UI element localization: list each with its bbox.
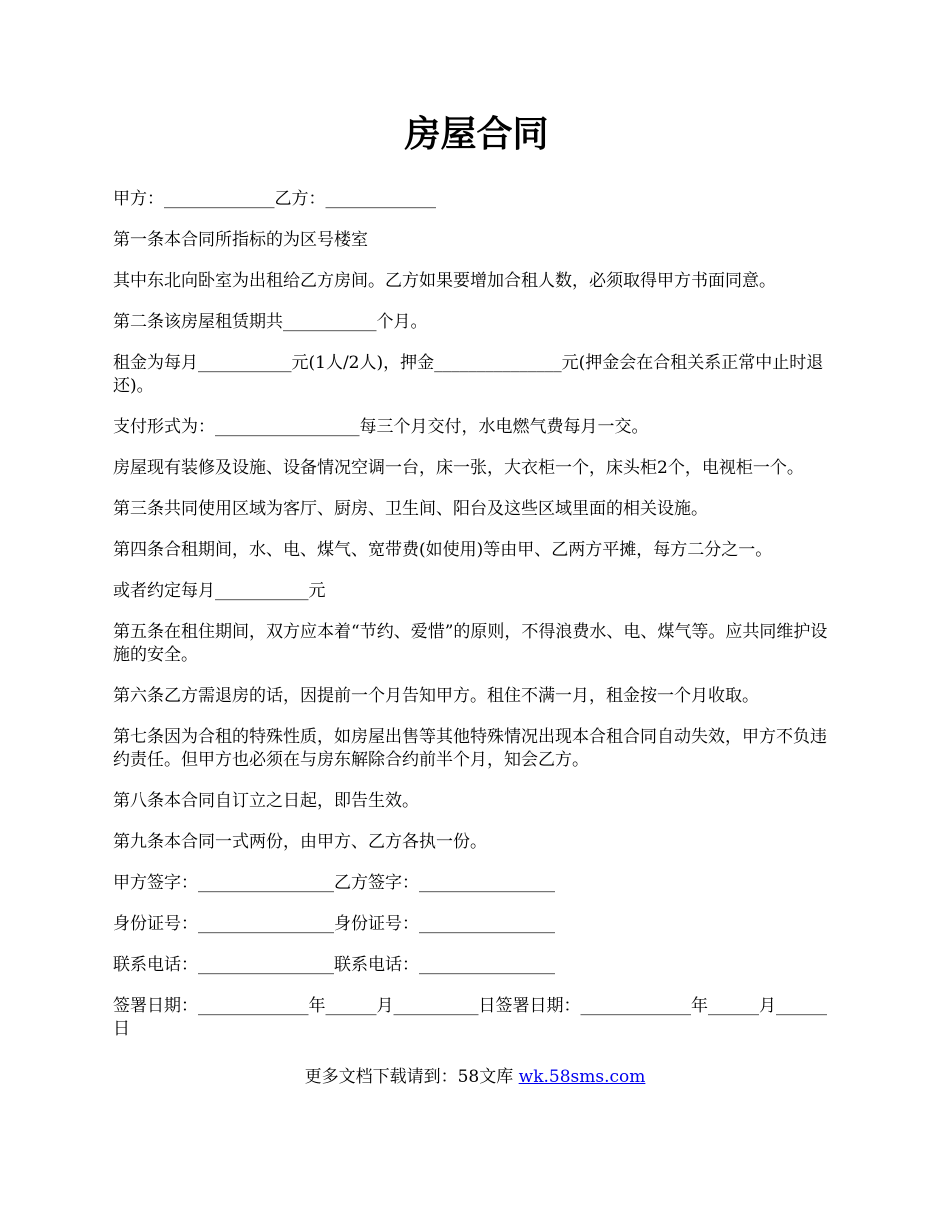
document-page (113, 108, 840, 1059)
signature-line: 甲方签字：________________乙方签字：________________ (113, 873, 555, 893)
sign-date-line: 签署日期：_____________年______月__________日签署日期：_____________年______月______日 (113, 996, 827, 1039)
article-9: 第九条本合同一式两份，由甲方、乙方各执一份。 (113, 832, 487, 852)
article-4: 第四条合租期间，水、电、煤气、宽带费(如使用)等由甲、乙两方平摊，每方二分之一。 (113, 540, 773, 560)
article-8: 第八条本合同自订立之日起，即告生效。 (113, 791, 419, 811)
rent-deposit: 租金为每月___________元(1人/2人)，押金_______________元(押金会在合租关系正常中止时退还)。 (113, 353, 824, 396)
article-6: 第六条乙方需退房的话，因提前一个月告知甲方。租住不满一月，租金按一个月收取。 (113, 686, 759, 706)
article-1: 第一条本合同所指标的为区号楼室 (113, 230, 368, 250)
footer (0, 1066, 950, 1089)
article-3: 第三条共同使用区域为客厅、厨房、卫生间、阳台及这些区域里面的相关设施。 (113, 499, 708, 519)
payment-method: 支付形式为：_________________每三个月交付，水电燃气费每月一交。 (113, 417, 649, 437)
document-title: 房屋合同 (404, 113, 549, 155)
id-number-line: 身份证号：________________身份证号：________________ (113, 914, 555, 934)
monthly-agreement: 或者约定每月___________元 (113, 581, 326, 601)
article-1-room: 其中东北向卧室为出租给乙方房间。乙方如果要增加合租人数，必须取得甲方书面同意。 (113, 271, 776, 291)
party-names-line: 甲方：_____________乙方：_____________ (113, 189, 436, 209)
facilities: 房屋现有装修及设施、设备情况空调一台，床一张，大衣柜一个，床头柜2个，电视柜一个。 (113, 458, 804, 478)
article-5: 第五条在租住期间，双方应本着“节约、爱惜”的原则，不得浪费水、电、煤气等。应共同维护设施的安全。 (113, 622, 828, 665)
footer-link[interactable]: wk.58sms.com (518, 1067, 646, 1087)
article-2-term: 第二条该房屋租赁期共___________个月。 (113, 312, 428, 332)
article-7: 第七条因为合租的特殊性质，如房屋出售等其他特殊情况出现本合租合同自动失效，甲方不负违约责任。但甲方也必须在与房东解除合约前半个月，知会乙方。 (113, 727, 827, 770)
phone-line: 联系电话：________________联系电话：________________ (113, 955, 555, 975)
footer-text: 更多文档下载请到：58文库 (304, 1067, 519, 1087)
